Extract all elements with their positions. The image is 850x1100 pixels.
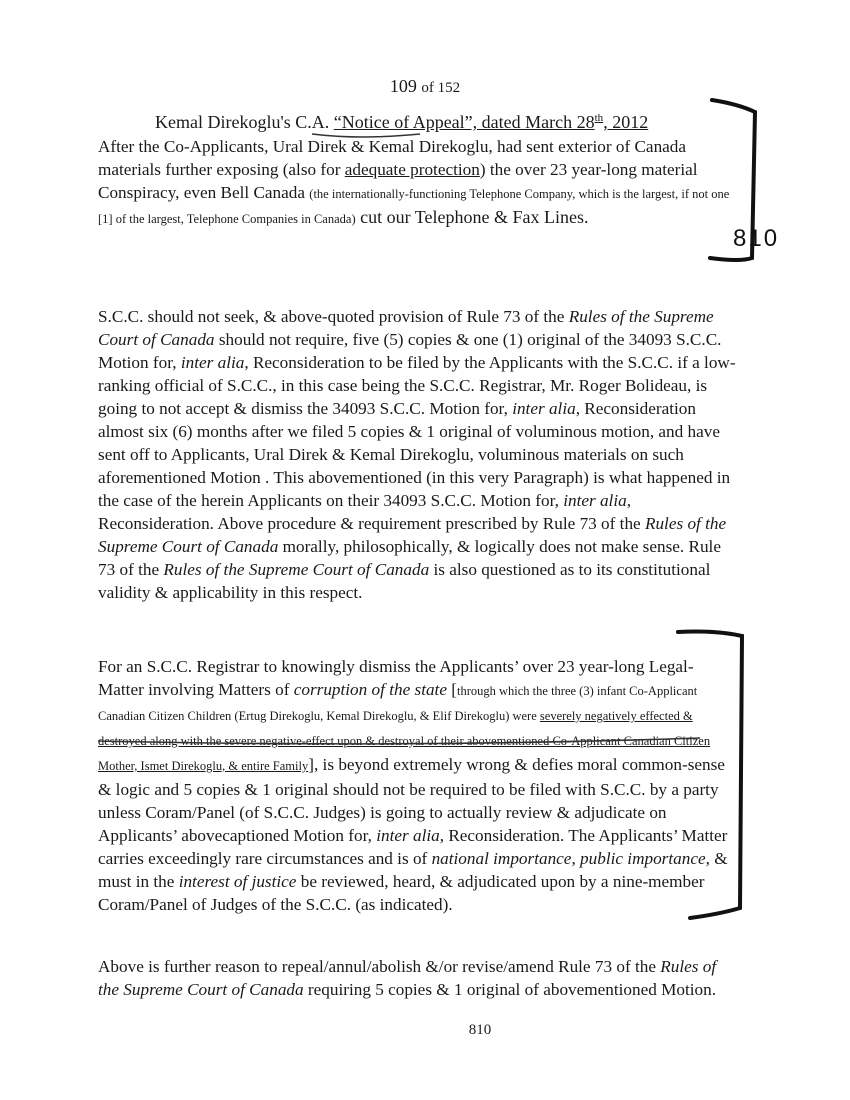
p3-text: be reviewed, heard, & adjudicated upon by a nine-member Coram/Panel of Judges of the S.C.C. (as indicated). <box>98 872 705 914</box>
p1-underlined: adequate protection <box>344 160 480 179</box>
p3-italic: interest of justice <box>178 872 297 891</box>
heading-prefix: Kemal Direkoglu's C.A. <box>155 112 334 132</box>
p2-text: S.C.C. should not seek, & above-quoted provision of Rule 73 of the <box>98 307 569 326</box>
p3-text: , Reconsideration. The Applicants’ Matter carries exceedingly rare circumstances and is of <box>98 826 728 868</box>
p3-italic: national importance <box>431 849 572 868</box>
p1-text: ) the over 23 year-long material Conspiracy, even Bell Canada <box>98 160 698 202</box>
heading-superscript: th <box>594 112 604 124</box>
page-number <box>0 76 850 97</box>
p2-text: , Reconsideration almost six (6) months after we filed 5 copies & 1 original of voluminous motion, and have sent off to Applicants, Ural Direk & Kemal Direkoglu, voluminous materials on such aforementioned Motion . This abovementioned (in this very Paragraph) is what happened in the case of the herein Applicants on their 34093 S.C.C. Motion for, <box>98 399 731 510</box>
p2-italic: inter alia <box>512 399 576 418</box>
p2-italic: inter alia <box>563 491 627 510</box>
p4-text: Above is further reason to repeal/annul/abolish &/or revise/amend Rule 73 of the <box>98 957 661 976</box>
p2-italic: Rules of the Supreme Court of Canada <box>98 514 727 556</box>
p3-text: , & must in the <box>98 849 728 891</box>
section-heading <box>155 112 648 133</box>
p2-text: morally, philosophically, & logically does not make sense. Rule 73 of the <box>98 537 721 579</box>
p3-text: [ <box>446 680 457 699</box>
paragraph-4 <box>98 955 738 1001</box>
handwritten-page-note: 810 <box>733 225 780 252</box>
p3-text: ], is beyond extremely wrong & defies moral common-sense & logic and 5 copies & 1 original should not be required to be filed with S.C.C. by a party unless Coram/Panel (of S.C.C. Judges) is going to actually review & adjudicate on Applicants’ abovecaptioned Motion for, <box>98 755 725 845</box>
paragraph-3 <box>98 655 738 916</box>
p3-italic: inter alia <box>376 826 440 845</box>
p2-italic: Rules of the Supreme Court of Canada <box>163 560 430 579</box>
p2-text: , Reconsideration. Above procedure & requirement prescribed by Rule 73 of the <box>98 491 645 533</box>
p3-small-text: through which the three (3) infant Co-Applicant Canadian Citizen Children (Ertug Direkoglu, Kemal Direkoglu, & Elif Direkoglu) were <box>98 684 698 723</box>
paragraph-2 <box>98 305 738 604</box>
page-number-value: 109 <box>389 76 417 96</box>
p3-text: For an S.C.C. Registrar to knowingly dismiss the Applicants’ over 23 year-long Legal-Matter involving Matters of <box>98 657 694 699</box>
p4-text: requiring 5 copies & 1 original of abovementioned Motion. <box>303 980 717 999</box>
page-total: of 152 <box>421 80 461 96</box>
p1-small-text: (the internationally-functioning Telephone Company, which is the largest, if not one [1] of the largest, Telephone Companies in Canada) <box>98 187 730 226</box>
p3-text: , <box>571 849 581 868</box>
p3-italic: corruption of the state <box>293 680 447 699</box>
heading-year: , 2012 <box>603 112 649 132</box>
p2-text: should not require, five (5) copies & one (1) original of the 34093 S.C.C. Motion for, <box>98 330 722 372</box>
p3-italic: public importance <box>580 849 706 868</box>
p3-underlined-small: severely negatively effected & destroyed along with the severe negative-effect upon & destroyal of their abovementioned Co-Applicant Canadian Citizen Mother, Ismet Direkoglu, & entire Family <box>98 709 711 773</box>
p2-text: is also questioned as to its constitutional validity & applicability in this respect. <box>98 560 711 602</box>
p1-text: After the Co-Applicants, Ural Direk & Kemal Direkoglu, had sent exterior of Canada materials further exposing (also for <box>98 137 687 179</box>
p1-text: cut our Telephone & Fax Lines. <box>355 207 589 227</box>
p2-text: , Reconsideration to be filed by the Applicants with the S.C.C. if a low-ranking official of S.C.C., in this case being the S.C.C. Registrar, Mr. Roger Bolideau, is going to not accept & dismiss the 34093 S.C.C. Motion for, <box>98 353 736 418</box>
paragraph-1 <box>98 135 738 231</box>
p2-italic: inter alia <box>180 353 245 372</box>
footer-page-number: 810 <box>468 1022 492 1038</box>
heading-title: “Notice of Appeal”, dated March 28 <box>333 112 595 132</box>
p4-italic: Rules of the Supreme Court of Canada <box>98 957 717 999</box>
p2-italic: Rules of the Supreme Court of Canada <box>98 307 714 349</box>
